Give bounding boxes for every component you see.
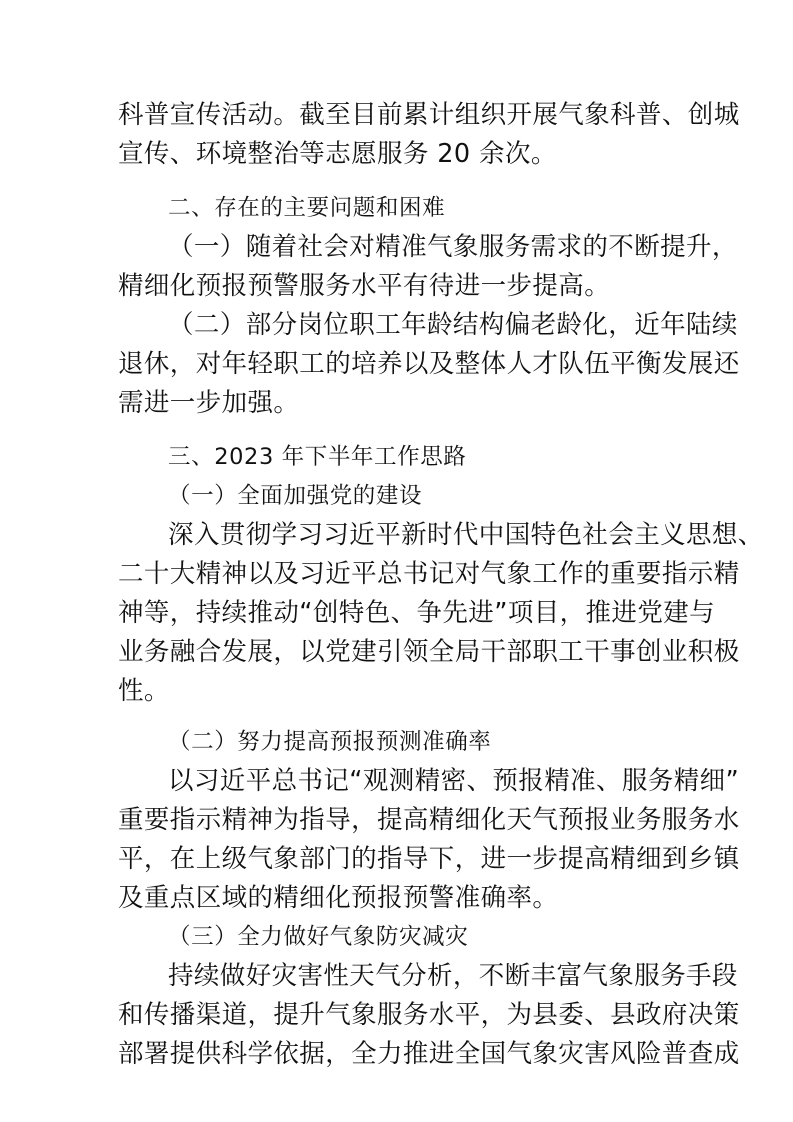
text-line: 二十大精神以及习近平总书记对气象工作的重要指示精 xyxy=(118,559,740,589)
subheading-disaster-prevention: （三）全力做好气象防灾减灾 xyxy=(168,924,469,950)
paragraph-party-building xyxy=(118,516,764,711)
text-line: 神等，持续推动“创特色、争先进”项目，推进党建与 xyxy=(118,598,716,628)
paragraph-problem-two xyxy=(118,306,740,423)
text-line: 需进一步加强。 xyxy=(118,388,300,418)
paragraph-forecast-accuracy xyxy=(118,762,740,918)
text-line: 性。 xyxy=(118,676,170,706)
section-heading-problems: 二、存在的主要问题和困难 xyxy=(168,195,446,221)
text-line: 以习近平总书记“观测精密、预报精准、服务精细” xyxy=(168,766,740,796)
text-line: 及重点区域的精细化预报预警准确率。 xyxy=(118,883,559,913)
section-heading-work-plan: 三、2023 年下半年工作思路 xyxy=(168,444,467,470)
document-page xyxy=(118,96,764,1074)
paragraph-disaster-prevention xyxy=(118,957,740,1074)
subheading-forecast-accuracy: （二）努力提高预报预测准确率 xyxy=(168,729,492,755)
text-line: 平，在上级气象部门的指导下，进一步提高精细到乡镇 xyxy=(118,844,740,874)
text-line: 科普宣传活动。截至目前累计组织开展气象科普、创城 xyxy=(118,100,740,130)
text-line: （二）部分岗位职工年龄结构偏老龄化，近年陆续 xyxy=(168,310,738,340)
text-line: 深入贯彻学习习近平新时代中国特色社会主义思想、 xyxy=(168,520,764,550)
text-line: （一）随着社会对精准气象服务需求的不断提升， xyxy=(168,232,738,262)
text-line: 宣传、环境整治等志愿服务 20 余次。 xyxy=(118,139,557,169)
text-line: 业务融合发展，以党建引领全局干部职工干事创业积极 xyxy=(118,637,740,667)
text-line: 部署提供科学依据，全力推进全国气象灾害风险普查成 xyxy=(118,1039,740,1069)
text-line: 退休，对年轻职工的培养以及整体人才队伍平衡发展还 xyxy=(118,349,740,379)
paragraph-problem-one xyxy=(118,228,738,306)
paragraph-volunteer-activities xyxy=(118,96,740,174)
text-line: 重要指示精神为指导，提高精细化天气预报业务服务水 xyxy=(118,805,740,835)
subheading-party-building: （一）全面加强党的建设 xyxy=(168,483,423,509)
text-line: 精细化预报预警服务水平有待进一步提高。 xyxy=(118,271,611,301)
text-line: 和传播渠道，提升气象服务水平，为县委、县政府决策 xyxy=(118,1000,740,1030)
text-line: 持续做好灾害性天气分析，不断丰富气象服务手段 xyxy=(168,961,738,991)
